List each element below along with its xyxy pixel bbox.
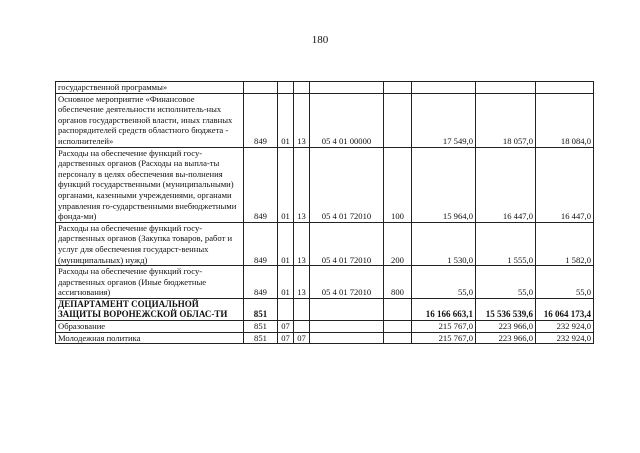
section-code: [278, 82, 294, 94]
ministry-code: 849: [244, 222, 278, 265]
row-name: Расходы на обеспечение функций госу-дарственных органов (Иные бюджетные ассигнования): [56, 266, 244, 299]
expense-type-code: 200: [384, 222, 412, 265]
amount-year-2: 223 966,0: [476, 321, 536, 333]
amount-year-3: [536, 82, 594, 94]
amount-year-2: [476, 82, 536, 94]
expense-type-code: 100: [384, 147, 412, 222]
expense-type-code: [384, 321, 412, 333]
target-article-code: 05 4 01 72010: [310, 147, 384, 222]
section-code: 01: [278, 222, 294, 265]
table-row: [56, 222, 594, 265]
target-article-code: [310, 332, 384, 344]
expense-type-code: [384, 82, 412, 94]
target-article-code: [310, 298, 384, 320]
amount-year-2: 16 447,0: [476, 147, 536, 222]
amount-year-2: 18 057,0: [476, 93, 536, 147]
table-row: [56, 93, 594, 147]
subsection-code: [294, 298, 310, 320]
amount-year-3: 18 084,0: [536, 93, 594, 147]
table-row: [56, 147, 594, 222]
amount-year-3: 16 064 173,4: [536, 298, 594, 320]
target-article-code: [310, 82, 384, 94]
section-code: 01: [278, 266, 294, 299]
target-article-code: 05 4 01 00000: [310, 93, 384, 147]
amount-year-1: 17 549,0: [412, 93, 476, 147]
ministry-code: 851: [244, 332, 278, 344]
ministry-code: 849: [244, 147, 278, 222]
row-name: государственной программы»: [56, 82, 244, 94]
row-name: ДЕПАРТАМЕНТ СОЦИАЛЬНОЙ ЗАЩИТЫ ВОРОНЕЖСКОЙ ОБЛАС-ТИ: [56, 298, 244, 320]
row-name: Образование: [56, 321, 244, 333]
amount-year-1: 55,0: [412, 266, 476, 299]
section-code: [278, 298, 294, 320]
amount-year-1: 1 530,0: [412, 222, 476, 265]
amount-year-2: 55,0: [476, 266, 536, 299]
budget-table: [55, 81, 594, 344]
row-name: Расходы на обеспечение функций госу-дарственных органов (Расходы на выпла-ты персоналу в целях обеспечения вы-полнения функций государственными (муниципальными) органами, казенными учреждениями, органами управления го-сударственными внебюджетными фонда-ми): [56, 147, 244, 222]
amount-year-2: 1 555,0: [476, 222, 536, 265]
expense-type-code: [384, 332, 412, 344]
table-row: [56, 82, 594, 94]
amount-year-1: 215 767,0: [412, 321, 476, 333]
target-article-code: [310, 321, 384, 333]
page-number: 180: [311, 34, 329, 46]
table-row: [56, 266, 594, 299]
amount-year-3: 55,0: [536, 266, 594, 299]
amount-year-1: [412, 82, 476, 94]
ministry-code: 849: [244, 266, 278, 299]
subsection-code: 13: [294, 222, 310, 265]
table-row: [56, 298, 594, 320]
amount-year-3: 16 447,0: [536, 147, 594, 222]
table-row: [56, 332, 594, 344]
subsection-code: 13: [294, 147, 310, 222]
subsection-code: 13: [294, 93, 310, 147]
subsection-code: 07: [294, 332, 310, 344]
section-code: 01: [278, 147, 294, 222]
expense-type-code: [384, 93, 412, 147]
amount-year-3: 1 582,0: [536, 222, 594, 265]
amount-year-2: 15 536 539,6: [476, 298, 536, 320]
subsection-code: [294, 82, 310, 94]
expense-type-code: 800: [384, 266, 412, 299]
table-body: [56, 82, 594, 344]
row-name: Основное мероприятие «Финансовое обеспечение деятельности исполнитель-ных органов государственной власти, иных главных распорядителей средств областного бюджета - исполнителей»: [56, 93, 244, 147]
ministry-code: [244, 82, 278, 94]
subsection-code: [294, 321, 310, 333]
amount-year-2: 223 966,0: [476, 332, 536, 344]
target-article-code: 05 4 01 72010: [310, 222, 384, 265]
expense-type-code: [384, 298, 412, 320]
ministry-code: 851: [244, 298, 278, 320]
amount-year-1: 215 767,0: [412, 332, 476, 344]
section-code: 07: [278, 321, 294, 333]
amount-year-3: 232 924,0: [536, 332, 594, 344]
target-article-code: 05 4 01 72010: [310, 266, 384, 299]
amount-year-3: 232 924,0: [536, 321, 594, 333]
subsection-code: 13: [294, 266, 310, 299]
table-row: [56, 321, 594, 333]
row-name: Молодежная политика: [56, 332, 244, 344]
section-code: 07: [278, 332, 294, 344]
amount-year-1: 15 964,0: [412, 147, 476, 222]
ministry-code: 849: [244, 93, 278, 147]
amount-year-1: 16 166 663,1: [412, 298, 476, 320]
row-name: Расходы на обеспечение функций госу-дарственных органов (Закупка товаров, работ и услуг для обеспечения государст-венных (муниципальных) нужд): [56, 222, 244, 265]
section-code: 01: [278, 93, 294, 147]
ministry-code: 851: [244, 321, 278, 333]
